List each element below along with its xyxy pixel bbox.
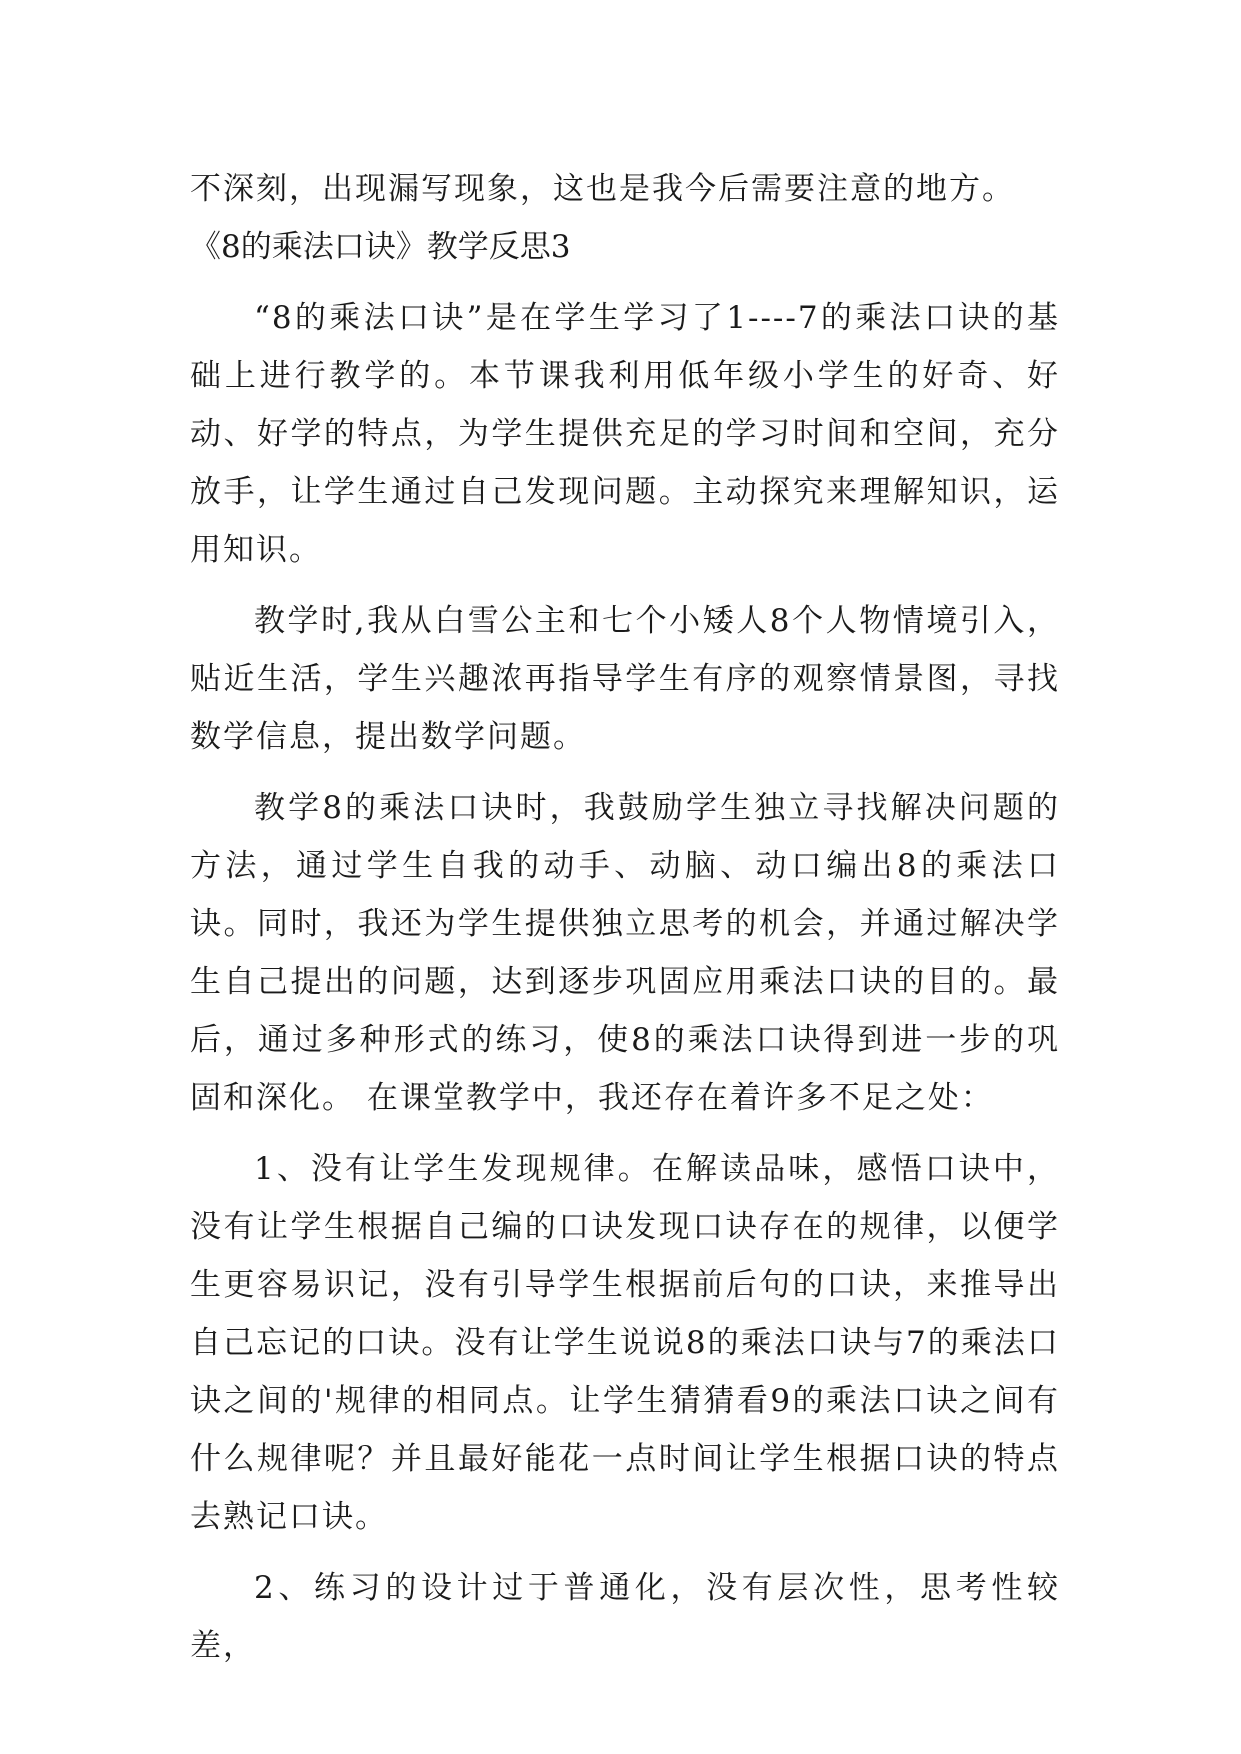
paragraph-method: 教学8的乘法口诀时，我鼓励学生独立寻找解决问题的方法，通过学生自我的动手、动脑、动口编出8的乘法口诀。同时，我还为学生提供独立思考的机会，并通过解决学生自己提出的问题，达到逐步巩固应用乘法口诀的目的。最后，通过多种形式的练习，使8的乘法口诀得到进一步的巩固和深化。 在课堂教学中，我还存在着许多不足之处：	[190, 790, 1060, 1116]
paragraph-point-1: 1、没有让学生发现规律。在解读品味，感悟口诀中，没有让学生根据自己编的口诀发现口诀存在的规律，以便学生更容易识记，没有引导学生根据前后句的口诀，来推导出自己忘记的口诀。没有让学生说说8的乘法口诀与7的乘法口诀之间的'规律的相同点。让学生猜猜看9的乘法口诀之间有什么规律呢？并且最好能花一点时间让学生根据口诀的特点去熟记口诀。	[190, 1151, 1060, 1535]
paragraph-point-2: 2、练习的设计过于普通化，没有层次性，思考性较差，	[190, 1570, 1060, 1664]
continuation-text: 不深刻，出现漏写现象，这也是我今后需要注意的地方。	[190, 171, 1015, 207]
document-page	[190, 160, 1060, 1675]
section-heading: 《8的乘法口诀》教学反思3	[190, 229, 571, 265]
paragraph-teaching: 教学时,我从白雪公主和七个小矮人8个人物情境引入，贴近生活，学生兴趣浓再指导学生有序的观察情景图，寻找数学信息，提出数学问题。	[190, 603, 1060, 755]
paragraph-intro: “8的乘法口诀”是在学生学习了1----7的乘法口诀的基础上进行教学的。本节课我利用低年级小学生的好奇、好动、好学的特点，为学生提供充足的学习时间和空间，充分放手，让学生通过自己发现问题。主动探究来理解知识，运用知识。	[190, 300, 1060, 568]
